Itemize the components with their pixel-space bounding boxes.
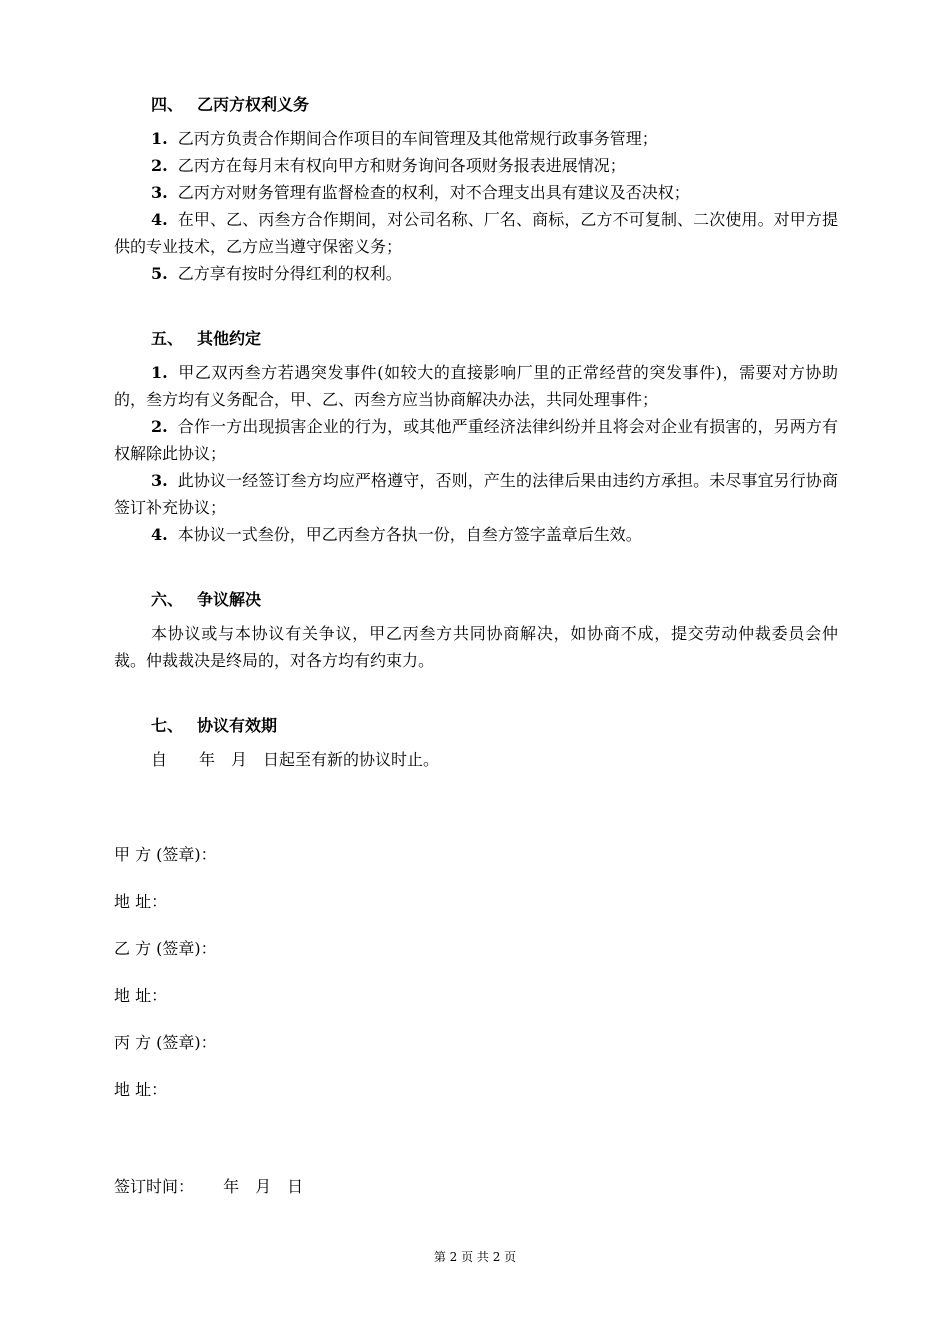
section-body: 本协议或与本协议有关争议，甲乙丙叁方共同协商解决，如协商不成，提交劳动仲裁委员会仲裁。仲裁裁决是终局的，对各方均有约束力。 <box>114 624 838 670</box>
list-item: 4. 在甲、乙、丙叁方合作期间，对公司名称、厂名、商标，乙方不可复制、二次使用。对甲方提供的专业技术，乙方应当遵守保密义务； <box>114 210 838 256</box>
section-heading-validity <box>151 714 838 738</box>
section-heading-other <box>151 327 838 351</box>
list-item: 3. 此协议一经签订叁方均应严格遵守，否则，产生的法律后果由违约方承担。未尽事宜另行协商签订补充协议； <box>114 471 838 517</box>
section-heading-dispute <box>151 588 838 612</box>
page-footer: 第 2 页 共 2 页 <box>433 1250 517 1264</box>
section-title: 协议有效期 <box>197 716 278 735</box>
section-number: 四、 <box>151 95 184 114</box>
section-number: 五、 <box>151 329 184 348</box>
sign-date: 签订时间： 年 月 日 <box>114 1177 304 1196</box>
section-title: 其他约定 <box>197 329 262 348</box>
list-item: 4. 本协议一式叁份，甲乙丙叁方各执一份，自叁方签字盖章后生效。 <box>151 525 642 544</box>
party-a-signature: 甲 方 (签章)： <box>114 845 217 864</box>
party-b-signature: 乙 方 (签章)： <box>114 939 217 958</box>
section-title: 争议解决 <box>197 590 262 609</box>
list-item: 2. 合作一方出现损害企业的行为，或其他严重经济法律纠纷并且将会对企业有损害的，另两方有权解除此协议； <box>114 417 838 463</box>
section-body: 自 年 月 日起至有新的协议时止。 <box>151 750 440 769</box>
section-heading-rights <box>151 93 838 117</box>
section-title: 乙丙方权利义务 <box>197 95 310 114</box>
section-number: 六、 <box>151 590 184 609</box>
list-item: 2. 乙丙方在每月末有权向甲方和财务询问各项财务报表进展情况； <box>151 156 626 175</box>
party-c-address: 地 址： <box>114 1080 168 1099</box>
party-c-signature: 丙 方 (签章)： <box>114 1033 217 1052</box>
section-number: 七、 <box>151 716 184 735</box>
party-a-address: 地 址： <box>114 892 168 911</box>
list-item: 1. 甲乙双丙叁方若遇突发事件(如较大的直接影响厂里的正常经营的突发事件)，需要对方协助的，叁方均有义务配合，甲、乙、丙叁方应当协商解决办法，共同处理事件； <box>114 363 838 409</box>
list-item: 3. 乙丙方对财务管理有监督检查的权利，对不合理支出具有建议及否决权； <box>151 183 690 202</box>
document-body <box>114 93 838 1199</box>
list-item: 5. 乙方享有按时分得红利的权利。 <box>151 264 402 283</box>
party-b-address: 地 址： <box>114 986 168 1005</box>
list-item: 1. 乙丙方负责合作期间合作项目的车间管理及其他常规行政事务管理； <box>151 129 658 148</box>
